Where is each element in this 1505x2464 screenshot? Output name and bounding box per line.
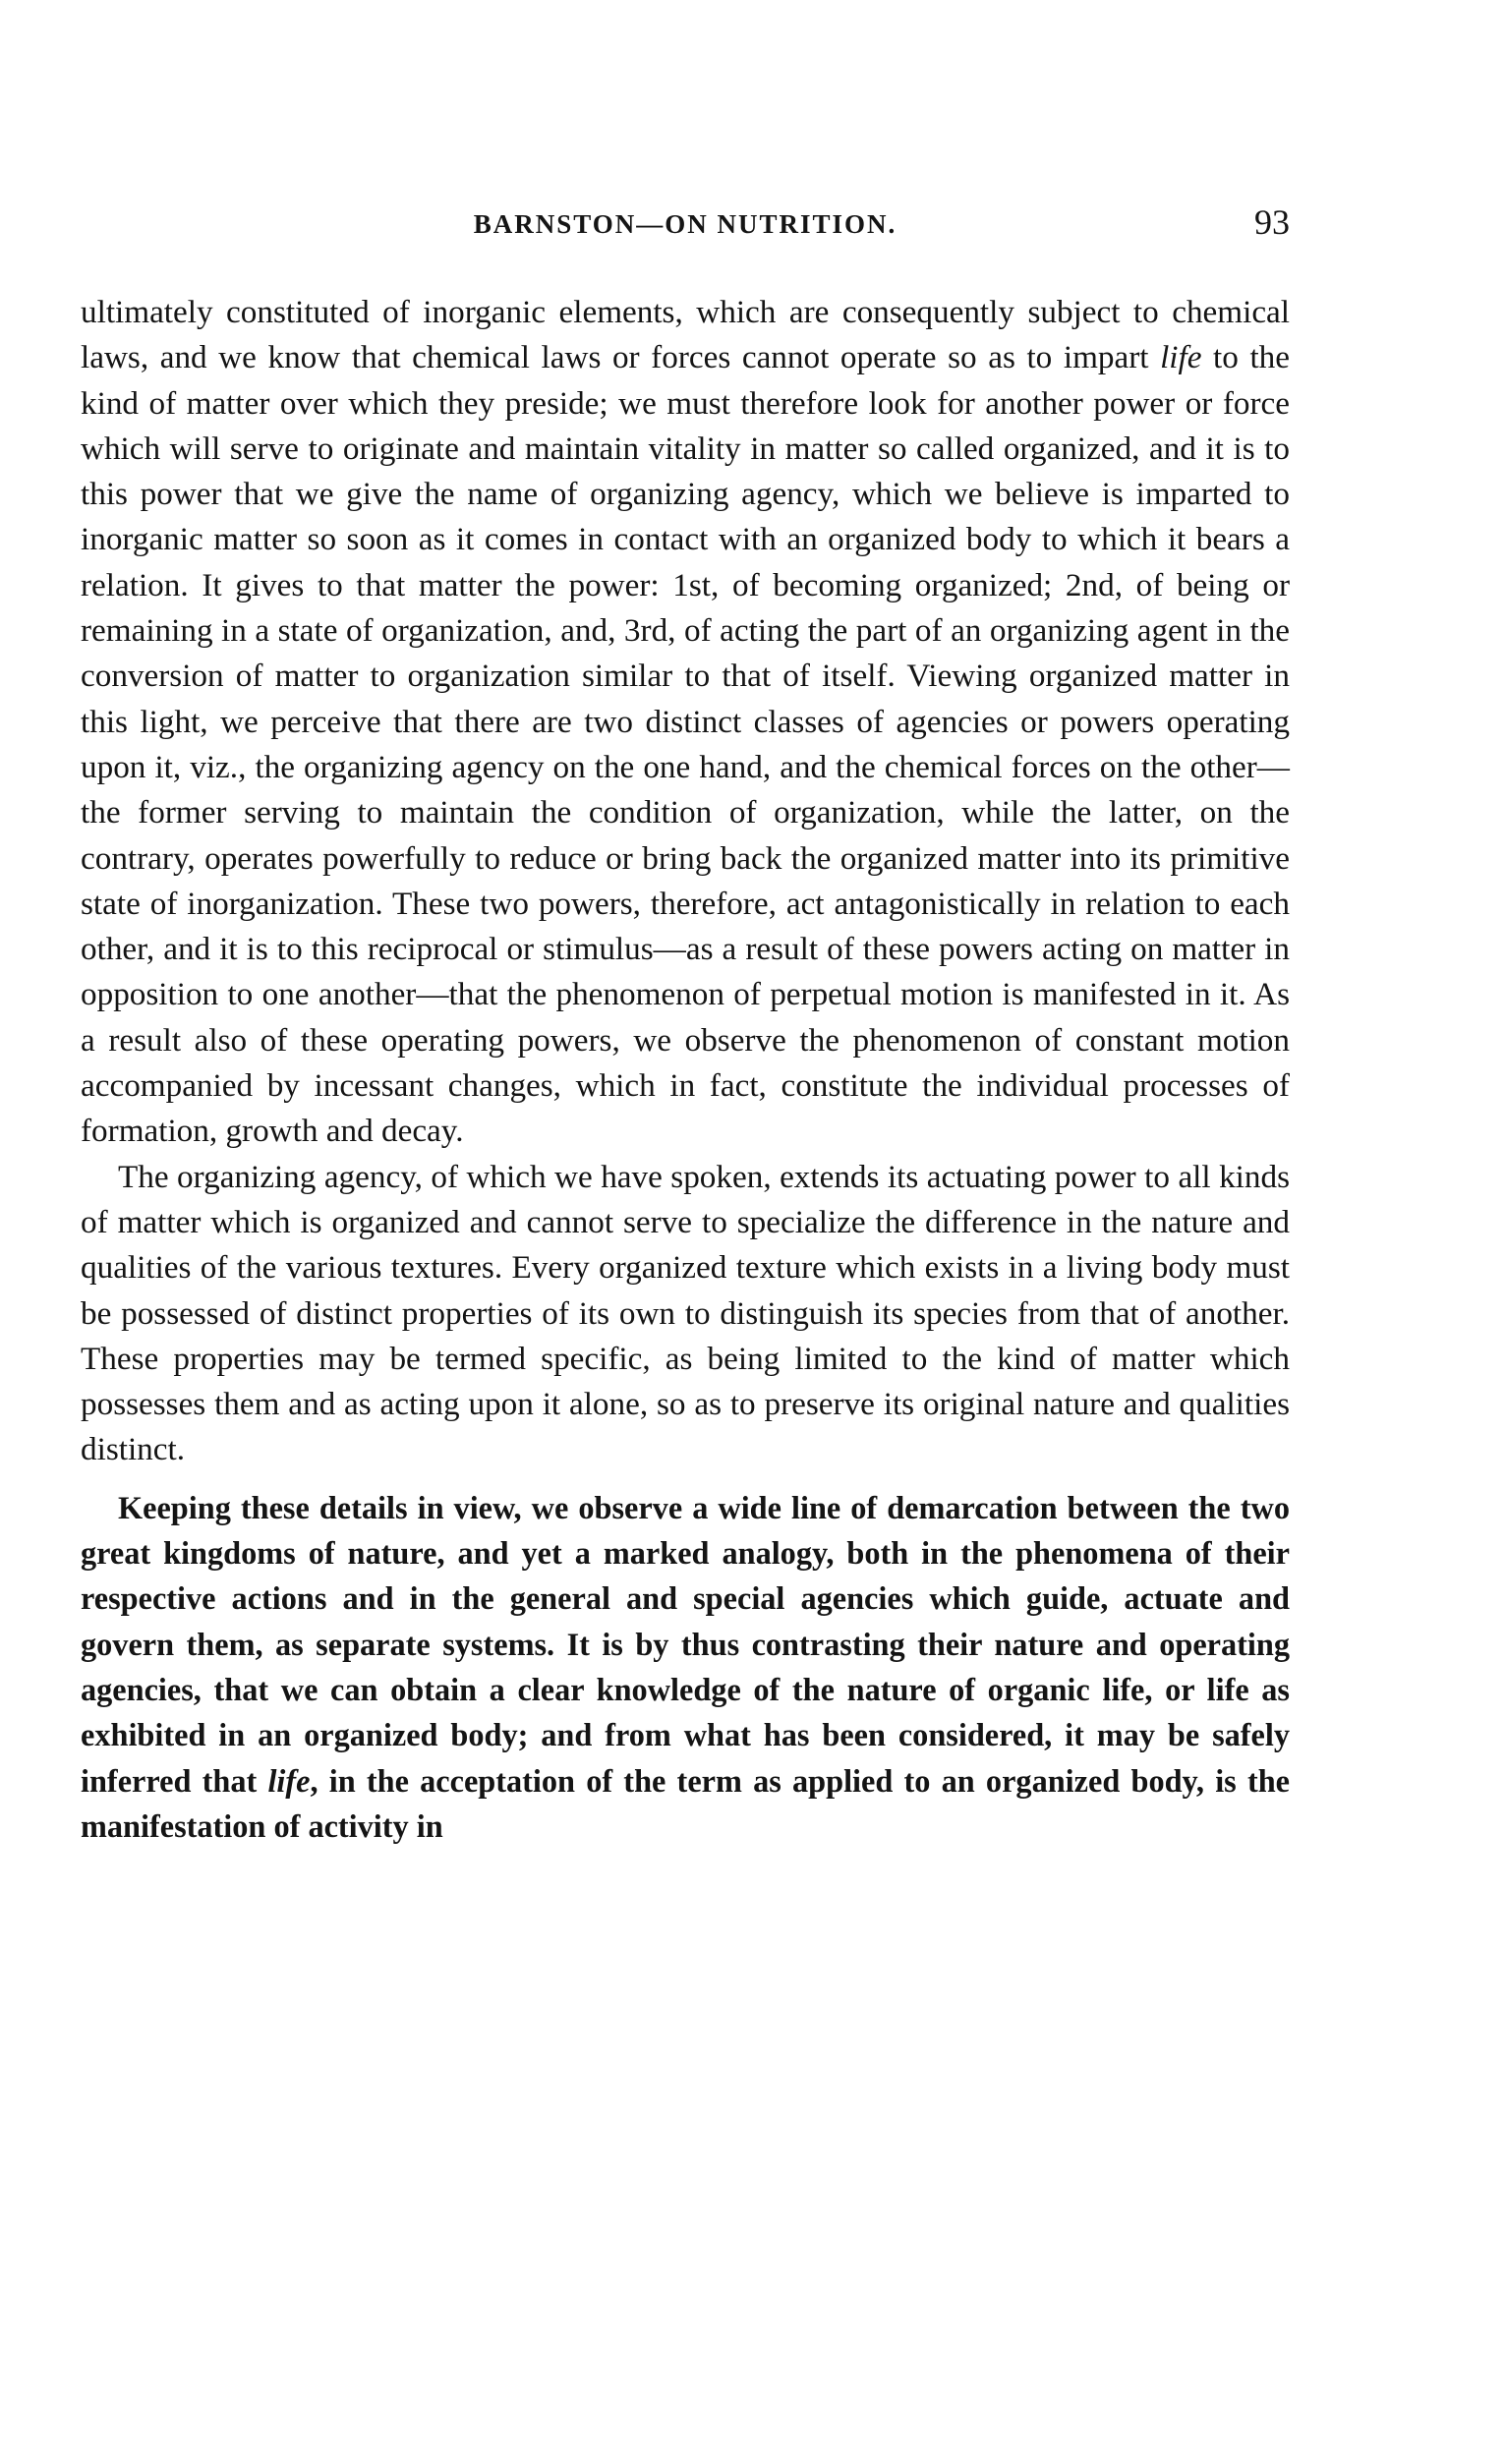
text-segment: ultimately constituted of inorganic elements, which are consequently subject to chemical laws, and we know that chemical laws or forces cannot operate so as to impart xyxy=(81,294,1290,376)
book-page xyxy=(81,201,1290,1849)
paragraph-2 xyxy=(81,1155,1290,1473)
text-segment: The organizing agency, of which we have spoken, extends its actuating power to all kinds of matter which is organized and cannot serve to specialize the difference in the nature and qualities of the various textures. Every organized texture which exists in a living body must be possessed of distinct properties of its own to distinguish its species from that of another. These properties may be termed specific, as being limited to the kind of matter which possesses them and as acting upon it alone, so as to preserve its original nature and qualities distinct. xyxy=(81,1158,1290,1468)
paragraph-1 xyxy=(81,290,1290,1155)
paragraph-3 xyxy=(81,1485,1290,1849)
italic-word-life: life xyxy=(1160,339,1202,376)
text-segment: , in the acceptation of the term as applied to an organized body, is the manifestation of activity in xyxy=(81,1762,1290,1844)
italic-word-life: life xyxy=(267,1762,311,1799)
text-segment: Keeping these details in view, we observe a wide line of demarcation between the two great kingdoms of nature, and yet a marked analogy, both in the phenomena of their respective actions and in the general and special agencies which guide, actuate and govern them, as separate systems. It is by thus contrasting their nature and operating agencies, that we can obtain a clear knowledge of the nature of organic life, or life as exhibited in an organized body; and from what has been considered, it may be safely inferred that xyxy=(81,1489,1290,1799)
page-number: 93 xyxy=(1254,202,1290,242)
text-segment: to the kind of matter over which they preside; we must therefore look for another power or force which will serve to originate and maintain vitality in matter so called organized, and it is to this power that we give the name of organizing agency, which we believe is imparted to inorganic matter so soon as it comes in contact with an organized body to which it bears a relation. It gives to that matter the power: 1st, of becoming organized; 2nd, of being or remaining in a state of organization, and, 3rd, of acting the part of an organizing agent in the conversion of matter to organization similar to that of itself. Viewing organized matter in this light, we perceive that there are two distinct classes of agencies or powers operating upon it, viz., the organizing agency on the one hand, and the chemical forces on the other—the former serving to maintain the condition of organization, while the latter, on the contrary, operates powerfully to reduce or bring back the organized matter into its primitive state of inorganization. These two powers, therefore, act antagonistically in relation to each other, and it is to this reciprocal or stimulus—as a result of these powers acting on matter in opposition to one another—that the phenomenon of perpetual motion is manifested in it. As a result also of these operating powers, we observe the phenomenon of constant motion accompanied by incessant changes, which in fact, constitute the individual processes of formation, growth and decay. xyxy=(81,339,1290,1150)
running-header xyxy=(81,201,1290,260)
body-text xyxy=(81,290,1290,1849)
running-title: BARNSTON—ON NUTRITION. xyxy=(473,209,897,239)
